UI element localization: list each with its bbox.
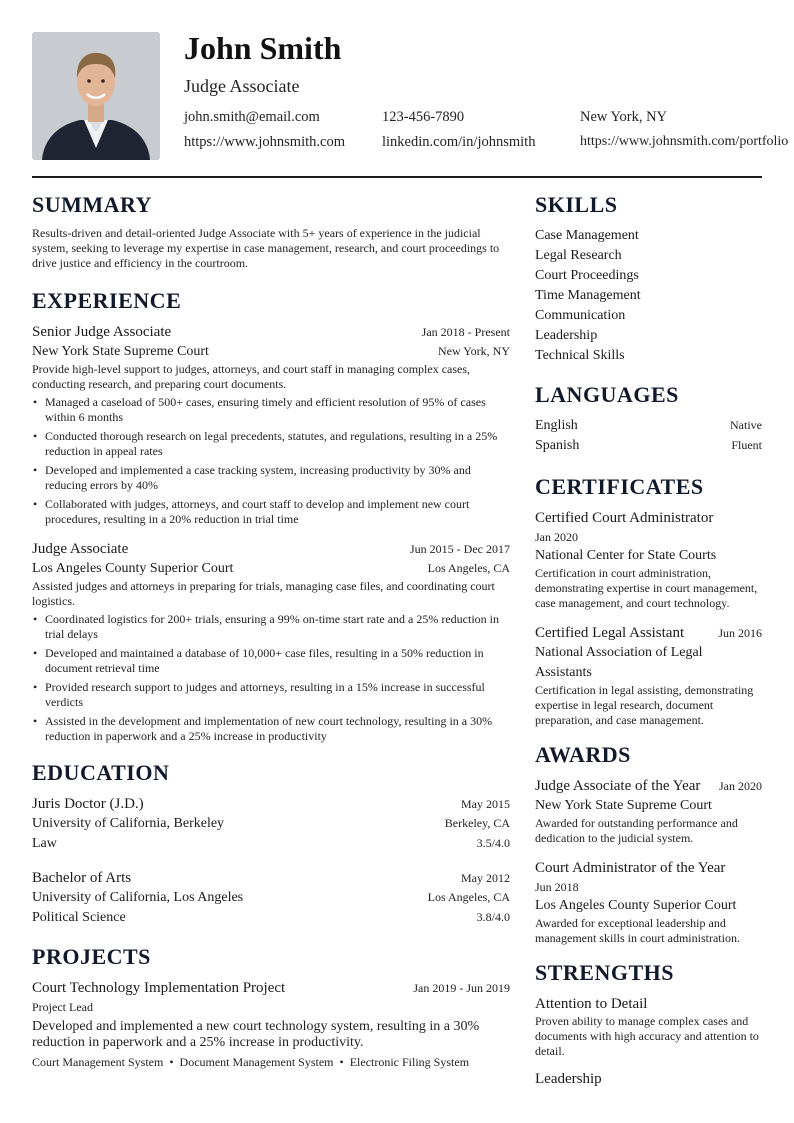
project-tags <box>32 1054 510 1070</box>
project-tag: Document Management System <box>179 1055 334 1069</box>
award-entry <box>535 858 762 946</box>
education-section <box>32 758 510 928</box>
certificates-section <box>535 472 762 728</box>
award-entry <box>535 776 762 846</box>
certificate-name: Certified Court Administrator <box>535 510 714 526</box>
skill-item: Technical Skills <box>535 348 625 363</box>
candidate-title: Judge Associate <box>184 76 300 96</box>
bullet-item: • Developed and implemented a case tracking system, increasing productivity by 30% and reducing errors by 40% <box>33 463 471 492</box>
projects-heading: PROJECTS <box>32 944 151 969</box>
person-portrait-icon <box>32 32 160 160</box>
project-tag: Court Management System <box>32 1055 164 1069</box>
language-item <box>535 416 762 436</box>
tag-separator: • <box>169 1055 174 1069</box>
job-bullets <box>32 612 510 744</box>
school-location: Berkeley, CA <box>444 816 510 830</box>
degree-date: May 2012 <box>461 871 510 885</box>
contact-portfolio[interactable]: https://www.johnsmith.com/portfolio <box>580 134 789 149</box>
job-description: Provide high-level support to judges, attorneys, and court staff in managing complex cases, conducting research, and preparing court documents. <box>32 362 471 391</box>
certificate-date: Jun 2016 <box>718 626 762 640</box>
skill-item: Communication <box>535 308 626 323</box>
award-description: Awarded for outstanding performance and dedication to the judicial system. <box>535 816 738 845</box>
certificate-entry <box>535 508 762 611</box>
certificate-description: Certification in legal assisting, demonstrating expertise in legal research, document preparation, and case management. <box>535 683 754 727</box>
language-level: Fluent <box>731 438 762 452</box>
bullet-dot-icon: • <box>33 714 38 728</box>
field-of-study: Political Science <box>32 910 126 925</box>
certificate-name: Certified Legal Assistant <box>535 625 685 641</box>
strengths-section <box>535 958 762 1089</box>
bullet-item: • Provided research support to judges and attorneys, resulting in a 15% increase in successful verdicts <box>33 680 485 709</box>
school-name: University of California, Los Angeles <box>32 890 244 905</box>
project-entry <box>32 978 510 1070</box>
left-column <box>32 190 510 1070</box>
right-column <box>535 190 762 1089</box>
skills-section <box>535 190 762 366</box>
field-of-study: Law <box>32 836 57 851</box>
candidate-name: John Smith <box>184 30 342 66</box>
skills-heading: SKILLS <box>535 192 618 217</box>
strength-name: Attention to Detail <box>535 996 648 1012</box>
strength-entry <box>535 1069 762 1089</box>
contact-website[interactable]: https://www.johnsmith.com <box>184 134 345 150</box>
contact-location: New York, NY <box>580 109 668 125</box>
job-entry <box>32 322 510 527</box>
summary-text: Results-driven and detail-oriented Judge Associate with 5+ years of experience in the judicial system, seeking to leverage my expertise in case management, research, and court proceedings to drive justice and efficiency in the courtroom. <box>32 226 500 270</box>
job-dates: Jan 2018 - Present <box>421 325 510 339</box>
award-organization: New York State Supreme Court <box>535 798 712 813</box>
project-dates: Jan 2019 - Jun 2019 <box>413 981 510 995</box>
school-name: University of California, Berkeley <box>32 816 225 831</box>
bullet-item: • Managed a caseload of 500+ cases, ensuring timely and efficient resolution of 95% of cases within 6 months <box>33 395 486 424</box>
job-description: Assisted judges and attorneys in preparing for trials, managing case files, and coordinating court logistics. <box>32 579 495 608</box>
bullet-item: • Collaborated with judges, attorneys, and court staff to develop and implement new court procedures, resulting in a 20% reduction in trial time <box>33 497 470 526</box>
award-date: Jun 2018 <box>535 880 579 894</box>
bullet-dot-icon: • <box>33 429 38 443</box>
language-item <box>535 436 762 456</box>
language-name: English <box>535 418 578 433</box>
award-date: Jan 2020 <box>719 779 762 793</box>
skill-item: Case Management <box>535 228 639 243</box>
gpa: 3.5/4.0 <box>476 836 510 850</box>
awards-heading: AWARDS <box>535 742 631 767</box>
experience-section <box>32 286 510 744</box>
profile-photo <box>32 32 160 160</box>
certificate-issuer: National Center for State Courts <box>535 548 717 563</box>
contact-email[interactable]: john.smith@email.com <box>184 109 320 125</box>
award-name: Court Administrator of the Year <box>535 860 726 876</box>
experience-heading: EXPERIENCE <box>32 288 182 313</box>
job-location: Los Angeles, CA <box>427 561 510 575</box>
job-title: Senior Judge Associate <box>32 324 172 340</box>
degree-date: May 2015 <box>461 797 510 811</box>
bullet-item: • Assisted in the development and implementation of new court technology, resulting in a 30% reduction in paperwork and a 25% increase in productivity <box>33 714 493 743</box>
summary-section <box>32 190 510 271</box>
projects-section <box>32 942 510 1070</box>
strength-description: Proven ability to manage complex cases and documents with high accuracy and attention to detail. <box>535 1014 759 1058</box>
contact-phone[interactable]: 123-456-7890 <box>382 109 465 125</box>
certificate-description: Certification in court administration, demonstrating expertise in court management, case management, and court technology. <box>535 566 758 610</box>
job-location: New York, NY <box>437 344 510 358</box>
languages-section <box>535 380 762 456</box>
strength-entry <box>535 994 762 1059</box>
skill-item: Time Management <box>535 288 641 303</box>
bullet-dot-icon: • <box>33 497 38 511</box>
job-entry <box>32 539 510 744</box>
contact-linkedin[interactable]: linkedin.com/in/johnsmith <box>382 134 536 150</box>
strength-name: Leadership <box>535 1071 602 1087</box>
bullet-item: • Developed and maintained a database of 10,000+ case files, resulting in a 50% reduction in document retrieval time <box>33 646 484 675</box>
certificates-heading: CERTIFICATES <box>535 474 704 499</box>
job-organization: New York State Supreme Court <box>32 344 209 359</box>
job-bullets <box>32 395 510 527</box>
education-heading: EDUCATION <box>32 760 170 785</box>
award-name: Judge Associate of the Year <box>535 778 701 794</box>
job-title: Judge Associate <box>32 541 129 557</box>
job-dates: Jun 2015 - Dec 2017 <box>410 542 510 556</box>
awards-section <box>535 740 762 946</box>
award-description: Awarded for exceptional leadership and management skills in court administration. <box>535 916 740 945</box>
project-role: Project Lead <box>32 1000 93 1014</box>
certificate-issuer: National Association of Legal Assistants <box>535 645 703 680</box>
skill-item: Leadership <box>535 328 598 343</box>
gpa: 3.8/4.0 <box>476 910 510 924</box>
degree-name: Bachelor of Arts <box>32 870 132 886</box>
education-entry <box>32 868 510 928</box>
education-entry <box>32 794 510 854</box>
tag-separator: • <box>339 1055 344 1069</box>
bullet-dot-icon: • <box>33 463 38 477</box>
summary-heading: SUMMARY <box>32 192 153 217</box>
school-location: Los Angeles, CA <box>427 890 510 904</box>
project-tag: Electronic Filing System <box>349 1055 470 1069</box>
bullet-dot-icon: • <box>33 680 38 694</box>
project-name: Court Technology Implementation Project <box>32 980 286 996</box>
certificate-entry <box>535 623 762 728</box>
skill-item: Court Proceedings <box>535 268 639 283</box>
award-organization: Los Angeles County Superior Court <box>535 898 737 913</box>
language-name: Spanish <box>535 438 580 453</box>
bullet-dot-icon: • <box>33 612 38 626</box>
header-divider <box>32 176 762 178</box>
job-organization: Los Angeles County Superior Court <box>32 561 234 576</box>
languages-heading: LANGUAGES <box>535 382 679 407</box>
bullet-item: • Coordinated logistics for 200+ trials, ensuring a 99% on-time start rate and a 25% reduction in trial delays <box>33 612 499 641</box>
language-level: Native <box>730 418 762 432</box>
skills-list <box>535 226 762 366</box>
project-description: Developed and implemented a new court technology system, resulting in a 30% reduction in paperwork and a 25% increase in productivity. <box>32 1019 480 1050</box>
bullet-item: • Conducted thorough research on legal precedents, statutes, and regulations, resulting in a 25% reduction in appeal rates <box>33 429 498 458</box>
skill-item: Legal Research <box>535 248 622 263</box>
strengths-heading: STRENGTHS <box>535 960 674 985</box>
bullet-dot-icon: • <box>33 395 38 409</box>
certificate-date: Jan 2020 <box>535 530 578 544</box>
bullet-dot-icon: • <box>33 646 38 660</box>
degree-name: Juris Doctor (J.D.) <box>32 796 144 812</box>
